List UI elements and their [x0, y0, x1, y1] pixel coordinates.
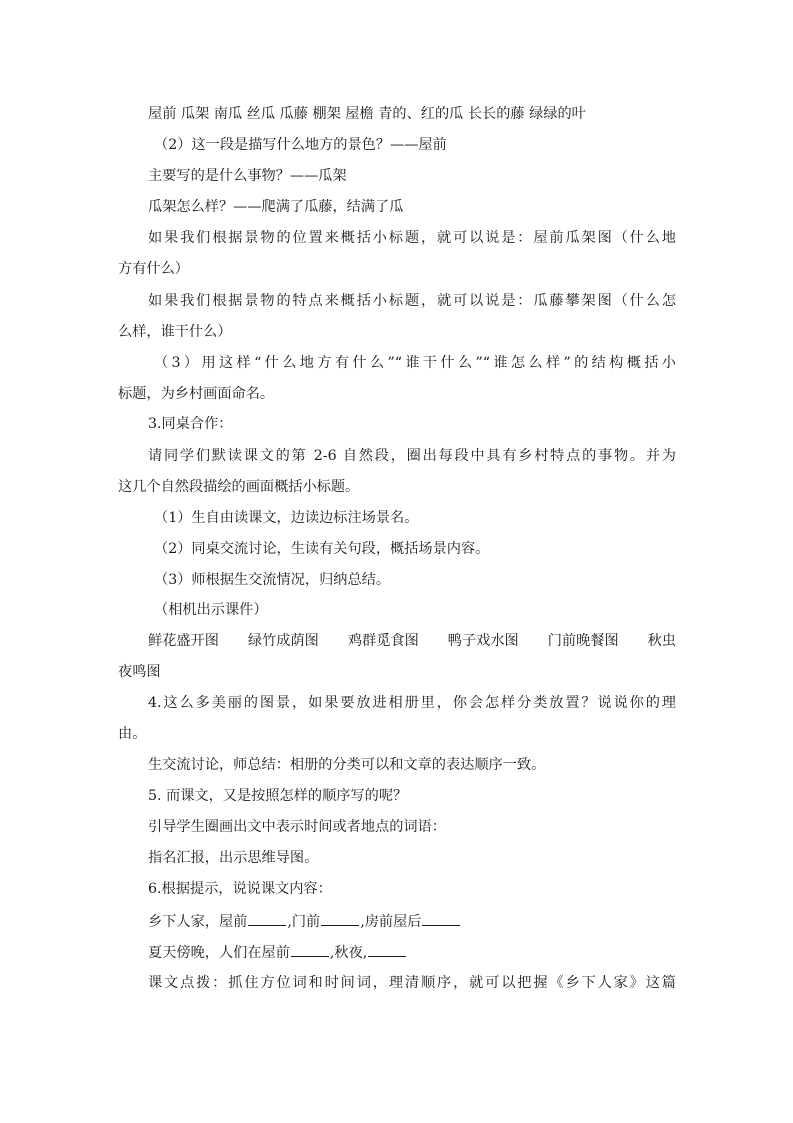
step-5-question: 5. 而课文，又是按照怎样的顺序写的呢？ [148, 788, 408, 804]
guide-instruction: 引导学生圈画出文中表示时间或者地点的词语： [148, 819, 446, 835]
feature-title-line2: 么样，谁干什么） [118, 324, 232, 340]
step-4-line1: 4.这么多美丽的图景，如果要放进相册里，你会怎样分类放置？说说你的理 [148, 695, 676, 711]
courseware-note: （相机出示课件） [154, 602, 268, 618]
fill-blank [422, 911, 460, 926]
scene-title: 鸡群觅食图 [347, 633, 419, 649]
step-4-line2: 由。 [118, 726, 147, 742]
fill-in-line-1 [148, 911, 461, 932]
position-title-line1: 如果我们根据景物的位置来概括小标题，就可以说是：屋前瓜架图（什么地 [148, 230, 676, 246]
scene-title: 鲜花盛开图 [148, 633, 219, 649]
fill-text: 夏天傍晚，人们在屋前 [148, 945, 290, 961]
main-thing-question: 主要写的是什么事物？——瓜架 [148, 168, 347, 184]
position-title-line2: 方有什么） [118, 261, 189, 277]
task-line2: 这几个自然段描绘的画面概括小标题。 [118, 479, 360, 495]
fill-blank [321, 911, 359, 926]
fill-blank [291, 942, 329, 957]
scene-title-list [148, 631, 676, 651]
step-6-heading: 6.根据提示，说说课文内容： [148, 881, 332, 897]
sub-step-2: （2）同桌交流讨论，生读有关句段，概括场景内容。 [154, 541, 490, 557]
fill-blank [368, 942, 406, 957]
melon-frame-question: 瓜架怎么样？——爬满了瓜藤，结满了瓜 [148, 199, 404, 215]
fill-text: ,秋夜, [329, 945, 368, 961]
fill-blank [248, 911, 286, 926]
question-2: （2）这一段是描写什么地方的景色？——屋前 [154, 137, 447, 153]
teacher-summary: 生交流讨论，师总结：相册的分类可以和文章的表达顺序一致。 [148, 757, 546, 773]
scene-title: 鸭子戏水图 [447, 633, 519, 649]
keyword-list: 屋前 瓜架 南瓜 丝瓜 瓜藤 棚架 屋檐 青的、红的瓜 长长的藤 绿绿的叶 [148, 106, 586, 122]
scene-title: 门前晚餐图 [547, 633, 619, 649]
sub-step-1: （1）生自由读课文，边读边标注场景名。 [154, 510, 419, 526]
fill-in-line-2 [148, 942, 407, 963]
task-line1: 请同学们默读课文的第 2-6 自然段，圈出每段中具有乡村特点的事物。并为 [148, 448, 676, 464]
lesson-point: 课文点拨：抓住方位词和时间词，理清顺序，就可以把握《乡下人家》这篇 [148, 975, 676, 991]
fill-text: ,门前 [287, 914, 321, 930]
question-3-line1: （3）用这样“什么地方有什么”“谁干什么”“谁怎么样”的结构概括小 [154, 355, 676, 371]
step-3-heading: 3.同桌合作： [148, 416, 233, 432]
fill-text: ,房前屋后 [360, 914, 422, 930]
fill-text: 乡下人家，屋前 [148, 914, 248, 930]
feature-title-line1: 如果我们根据景物的特点来概括小标题，就可以说是：瓜藤攀架图（什么怎 [148, 293, 676, 309]
sub-step-3: （3）师根据生交流情况，归纳总结。 [154, 572, 391, 588]
scene-title: 秋虫 [647, 633, 676, 649]
report-instruction: 指名汇报，出示思维导图。 [148, 850, 319, 866]
question-3-line2: 标题，为乡村画面命名。 [118, 386, 275, 402]
scene-title-end: 夜鸣图 [118, 664, 161, 680]
scene-title: 绿竹成荫图 [247, 633, 319, 649]
